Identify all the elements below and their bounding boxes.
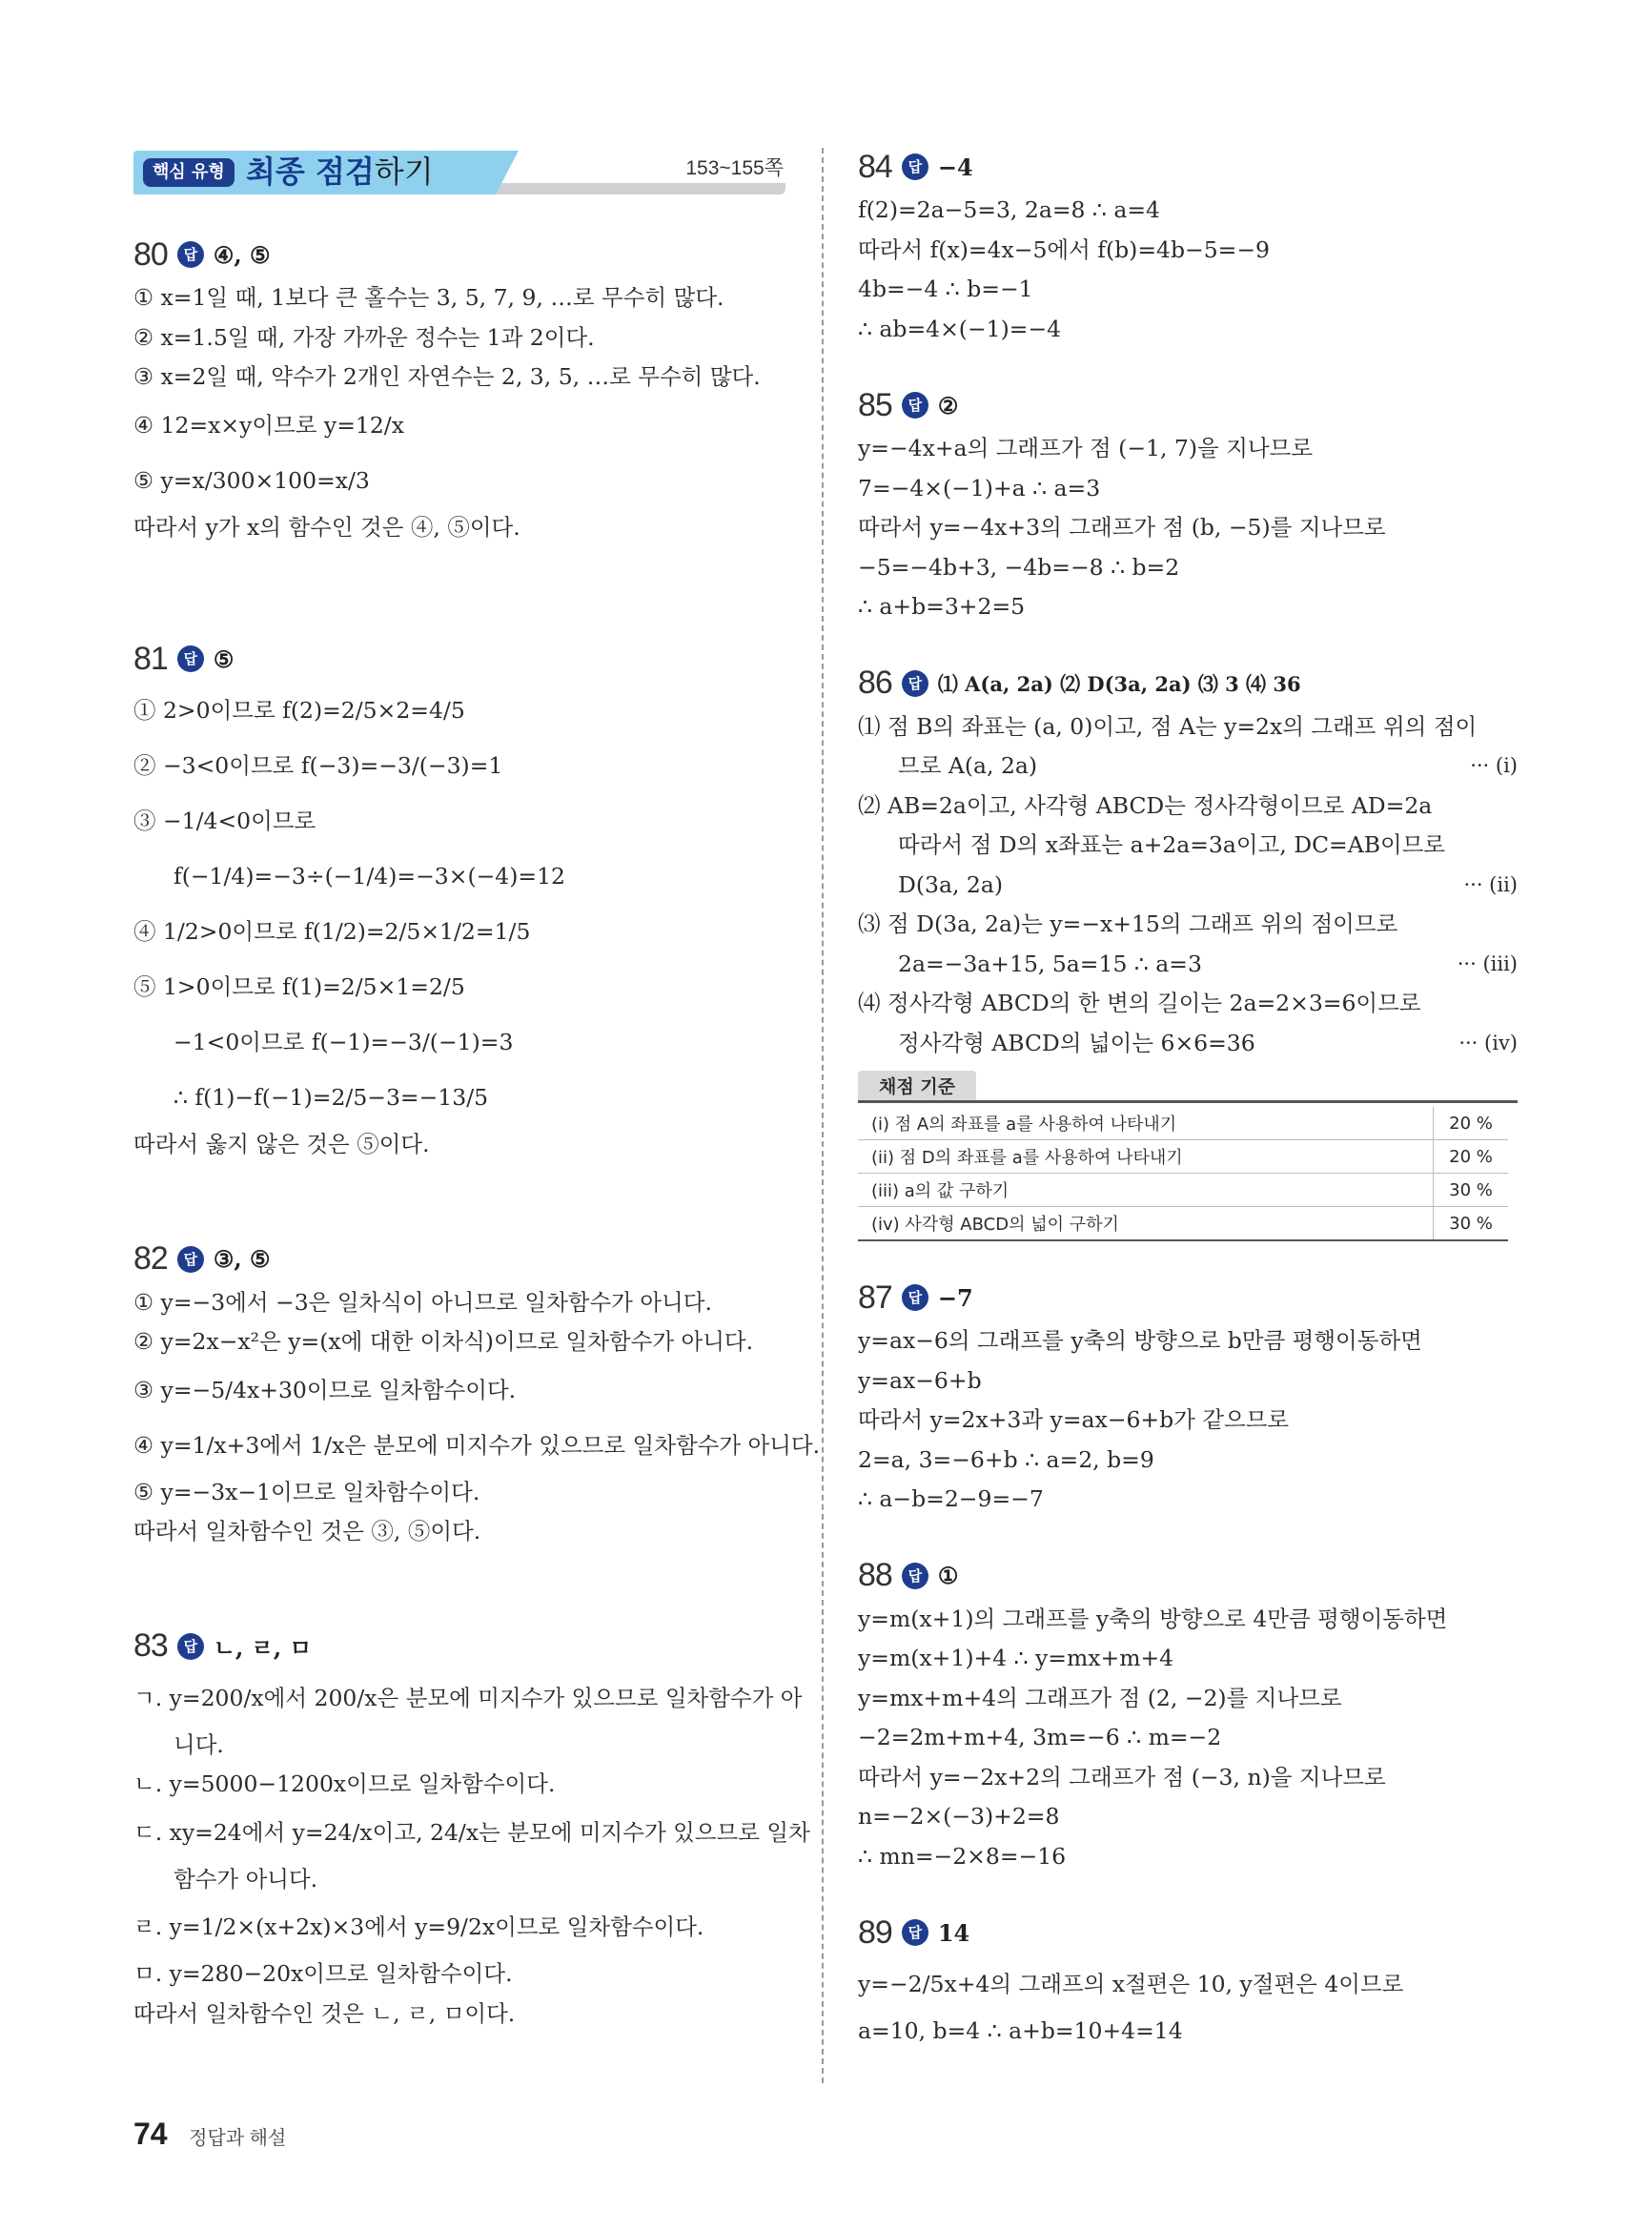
left-column (133, 151, 821, 2034)
answer-text: −4 (937, 153, 973, 181)
solution-line: 따라서 y=−2x+2의 그래프가 점 (−3, n)을 지나므로 (858, 1763, 1386, 1790)
answer-text: ④, ⑤ (213, 240, 271, 269)
solution-line: ⑷ 정사각형 ABCD의 한 변의 길이는 2a=2×3=6이므로 (858, 990, 1421, 1016)
problem-number: 83 (133, 1627, 168, 1664)
grading-item: (i) 점 A의 좌표를 a를 사용하여 나타내기 (858, 1107, 1434, 1140)
grading-title: 채점 기준 (858, 1071, 976, 1100)
solution-line: ⑤ y=−3x−1이므로 일차함수이다. (133, 1478, 480, 1505)
solution-line: y=ax−6+b (858, 1366, 982, 1394)
solution-line: ① y=−3에서 −3은 일차식이 아니므로 일차함수가 아니다. (133, 1288, 712, 1316)
answer-badge: 답 (177, 241, 204, 268)
solution-line: 니다. (173, 1730, 224, 1758)
solution-line: 따라서 y=−4x+3의 그래프가 점 (b, −5)를 지나므로 (858, 514, 1386, 541)
solution-line: 2=a, 3=−6+b ∴ a=2, b=9 (858, 1445, 1154, 1473)
step-tag: ··· (iv) (1458, 1031, 1518, 1054)
problem-number: 81 (133, 640, 168, 677)
problem-number: 84 (858, 148, 892, 185)
problem-84 (858, 143, 1518, 349)
answer-badge: 답 (177, 1246, 204, 1273)
solution-line: y=−4x+a의 그래프가 점 (−1, 7)을 지나므로 (858, 435, 1314, 461)
problem-89 (858, 1909, 1518, 2052)
answer-text: ② (937, 391, 959, 419)
table-row (858, 1140, 1508, 1174)
solution-line: y=mx+m+4의 그래프가 점 (2, −2)를 지나므로 (858, 1684, 1342, 1711)
answer-text: ① (937, 1562, 959, 1589)
grading-pct: 30 % (1434, 1174, 1509, 1207)
solution-line: ④ y=1/x+3에서 1/x은 분모에 미지수가 있으므로 일차함수가 아니다. (133, 1431, 821, 1459)
solution-line: y=m(x+1)+4 ∴ y=mx+m+4 (858, 1645, 1174, 1671)
solution-line: n=−2×(−3)+2=8 (858, 1803, 1060, 1830)
answer-text: ⑤ (213, 644, 235, 673)
answer-text: ⑴ A(a, 2a) ⑵ D(3a, 2a) ⑶ 3 ⑷ 36 (937, 671, 1301, 696)
solution-line: f(2)=2a−5=3, 2a=8 ∴ a=4 (858, 196, 1161, 223)
solution-line: 4b=−4 ∴ b=−1 (858, 276, 1033, 302)
solution-line: ㄴ. y=5000−1200x이므로 일차함수이다. (133, 1770, 556, 1797)
step-tag: ··· (ii) (1463, 872, 1518, 896)
solution-line: ② y=2x−x²은 y=(x에 대한 이차식)이므로 일차함수가 아니다. (133, 1328, 754, 1355)
solution-line: D(3a, 2a) ··· (ii) (858, 866, 1518, 906)
solution-line: f(−1/4)=−3÷(−1/4)=−3×(−4)=12 (173, 863, 566, 890)
solution-line: ∴ ab=4×(−1)=−4 (858, 315, 1062, 342)
footer-label: 정답과 해설 (189, 2128, 287, 2149)
problem-87 (858, 1274, 1518, 1520)
header-pages: 153~155쪽 (685, 157, 784, 179)
solution-line: ② −3<0이므로 f(−3)=−3/(−3)=1 (133, 752, 503, 779)
solution-line: 2a=−3a+15, 5a=15 ∴ a=3 ··· (iii) (858, 945, 1518, 985)
solution-line: 따라서 일차함수인 것은 ㄴ, ㄹ, ㅁ이다. (133, 1999, 516, 2027)
problem-85 (858, 381, 1518, 627)
problem-number: 88 (858, 1557, 892, 1593)
solution-line: ∴ f(1)−f(−1)=2/5−3=−13/5 (173, 1084, 489, 1111)
solution-line: −2=2m+m+4, 3m=−6 ∴ m=−2 (858, 1724, 1222, 1750)
problem-number: 87 (858, 1279, 892, 1316)
problem-number: 85 (858, 386, 892, 423)
solution-line: a=10, b=4 ∴ a+b=10+4=14 (858, 2017, 1183, 2044)
problem-83 (133, 1623, 810, 2035)
solution-line: 따라서 y가 x의 함수인 것은 ④, ⑤이다. (133, 513, 520, 541)
grading-pct: 30 % (1434, 1207, 1509, 1241)
table-row (858, 1207, 1508, 1241)
solution-line: ∴ a+b=3+2=5 (858, 593, 1026, 620)
answer-badge: 답 (902, 153, 928, 180)
solution-line: 따라서 일차함수인 것은 ③, ⑤이다. (133, 1518, 481, 1545)
solution-line: 함수가 아니다. (173, 1865, 318, 1892)
step-tag: ··· (iii) (1457, 951, 1518, 975)
header-title: 최종 점검하기 (246, 153, 434, 190)
problem-82 (133, 1236, 821, 1552)
answer-text: 14 (937, 1918, 970, 1947)
answer-text: ③, ⑤ (213, 1245, 271, 1273)
problem-number: 86 (858, 665, 892, 701)
problem-81 (133, 635, 791, 1165)
problem-number: 82 (133, 1240, 168, 1277)
solution-line: ㄱ. y=200/x에서 200/x은 분모에 미지수가 있으므로 일차함수가 아 (133, 1684, 803, 1711)
solution-line: ③ x=2일 때, 약수가 2개인 자연수는 2, 3, 5, …로 무수히 많다. (133, 363, 761, 390)
solution-line: ⑶ 점 D(3a, 2a)는 y=−x+15의 그래프 위의 점이므로 (858, 910, 1398, 937)
page-footer (133, 2117, 286, 2152)
problem-number: 80 (133, 235, 168, 273)
problem-80 (133, 231, 791, 547)
solution-line: ① 2>0이므로 f(2)=2/5×2=4/5 (133, 697, 465, 724)
answer-text: ㄴ, ㄹ, ㅁ (213, 1634, 312, 1662)
solution-line: y=m(x+1)의 그래프를 y축의 방향으로 4만큼 평행이동하면 (858, 1605, 1448, 1632)
grading-table (858, 1100, 1518, 1241)
answer-badge: 답 (177, 1633, 204, 1660)
solution-line: ⑵ AB=2a이고, 사각형 ABCD는 정사각형이므로 AD=2a (858, 791, 1433, 819)
column-divider (822, 148, 824, 2083)
solution-line: ㄷ. xy=24에서 y=24/x이고, 24/x는 분모에 미지수가 있으므로 일차 (133, 1818, 810, 1846)
table-row (858, 1174, 1508, 1207)
solution-line: ㅁ. y=280−20x이므로 일차함수이다. (133, 1960, 513, 1987)
answer-badge: 답 (902, 1563, 928, 1589)
solution-line: 따라서 y=2x+3과 y=ax−6+b가 같으므로 (858, 1406, 1290, 1433)
solution-line: ⑤ 1>0이므로 f(1)=2/5×1=2/5 (133, 973, 465, 1000)
step-tag: ··· (i) (1470, 754, 1518, 777)
table-row (858, 1107, 1508, 1140)
answer-badge: 답 (902, 392, 928, 419)
grading-item: (iii) a의 값 구하기 (858, 1174, 1434, 1207)
grading-pct: 20 % (1434, 1140, 1509, 1174)
solution-line: ④ 12=x×y이므로 y=12/x (133, 411, 404, 439)
answer-text: −7 (937, 1283, 973, 1312)
solution-line: ④ 1/2>0이므로 f(1/2)=2/5×1/2=1/5 (133, 918, 531, 945)
solution-line: ㄹ. y=1/2×(x+2x)×3에서 y=9/2x이므로 일차함수이다. (133, 1913, 704, 1940)
grading-pct: 20 % (1434, 1107, 1509, 1140)
solution-line: −5=−4b+3, −4b=−8 ∴ b=2 (858, 553, 1180, 581)
solution-line: ① x=1일 때, 1보다 큰 홀수는 3, 5, 7, 9, …로 무수히 많다. (133, 284, 724, 311)
answer-badge: 답 (902, 1919, 928, 1946)
solution-line: ∴ a−b=2−9=−7 (858, 1485, 1044, 1512)
header-badge: 핵심 유형 (143, 158, 235, 187)
solution-line: y=ax−6의 그래프를 y축의 방향으로 b만큼 평행이동하면 (858, 1327, 1422, 1354)
problem-86 (858, 660, 1518, 1242)
solution-line: ∴ mn=−2×8=−16 (858, 1842, 1067, 1870)
section-header (133, 151, 791, 198)
grading-item: (ii) 점 D의 좌표를 a를 사용하여 나타내기 (858, 1140, 1434, 1174)
solution-line: 따라서 점 D의 x좌표는 a+2a=3a이고, DC=AB이므로 (898, 831, 1446, 858)
solution-line: −1<0이므로 f(−1)=−3/(−1)=3 (173, 1029, 514, 1055)
solution-line: ⑴ 점 B의 좌표는 (a, 0)이고, 점 A는 y=2x의 그래프 위의 점이 (858, 712, 1478, 740)
page-number: 74 (133, 2117, 168, 2151)
solution-line: 므로 A(a, 2a) ··· (i) (858, 747, 1518, 787)
solution-line: 따라서 옳지 않은 것은 ⑤이다. (133, 1131, 430, 1157)
solution-line: 따라서 f(x)=4x−5에서 f(b)=4b−5=−9 (858, 235, 1271, 263)
solution-line: ③ −1/4<0이므로 (133, 808, 316, 834)
solution-line: y=−2/5x+4의 그래프의 x절편은 10, y절편은 4이므로 (858, 1971, 1404, 1997)
answer-badge: 답 (177, 645, 204, 672)
solution-line: ③ y=−5/4x+30이므로 일차함수이다. (133, 1376, 517, 1403)
solution-line: 정사각형 ABCD의 넓이는 6×6=36 ··· (iv) (858, 1024, 1518, 1064)
problem-88 (858, 1552, 1518, 1877)
right-column (858, 143, 1518, 2052)
solution-line: 7=−4×(−1)+a ∴ a=3 (858, 474, 1101, 501)
problem-number: 89 (858, 1913, 892, 1951)
solution-line: ② x=1.5일 때, 가장 가까운 정수는 1과 2이다. (133, 323, 595, 351)
grading-item: (iv) 사각형 ABCD의 넓이 구하기 (858, 1207, 1434, 1241)
answer-badge: 답 (902, 670, 928, 697)
answer-badge: 답 (902, 1284, 928, 1311)
solution-line: ⑤ y=x/300×100=x/3 (133, 466, 370, 494)
